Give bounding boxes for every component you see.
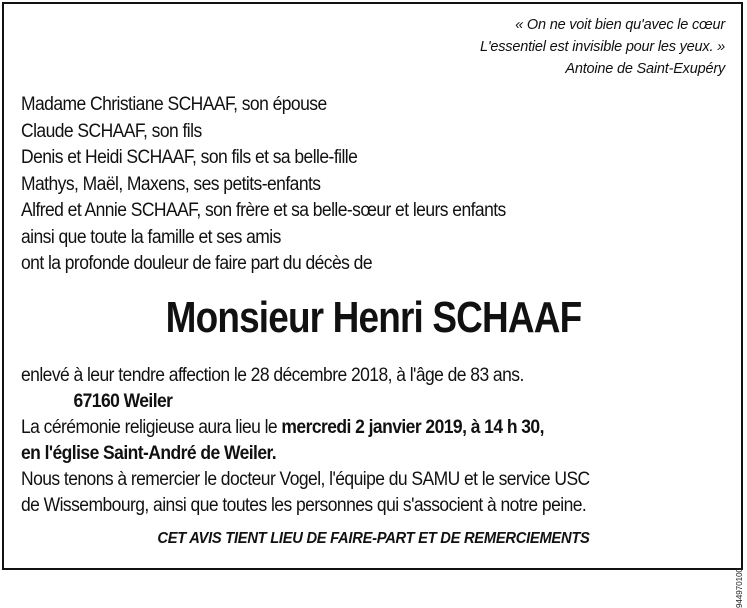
family-member: Mathys, Maël, Maxens, ses petits-enfants bbox=[21, 173, 321, 195]
deceased-name: Monsieur Henri SCHAAF bbox=[165, 293, 582, 342]
thanks-line-2: de Wissembourg, ainsi que toutes les personnes qui s'associent à notre peine. bbox=[21, 495, 587, 516]
passing-line: enlevé à leur tendre affection le 28 décembre 2018, à l'âge de 83 ans. bbox=[21, 365, 524, 386]
quote-author: Antoine de Saint-Exupéry bbox=[565, 61, 725, 77]
location-line: 67160 Weiler bbox=[73, 391, 173, 412]
family-list bbox=[21, 92, 536, 278]
family-member: ainsi que toute la famille et ses amis bbox=[21, 226, 281, 248]
quote-line-1: « On ne voit bien qu'avec le cœur bbox=[515, 17, 725, 33]
ceremony-intro: La cérémonie religieuse aura lieu le bbox=[21, 417, 282, 438]
family-member: Madame Christiane SCHAAF, son épouse bbox=[21, 94, 327, 115]
quote-line-2: L'essentiel est invisible pour les yeux. » bbox=[479, 39, 725, 55]
ceremony-line bbox=[21, 415, 665, 441]
announcement-text: ont la profonde douleur de faire part du décès de bbox=[21, 253, 372, 274]
footer-notice: CET AVIS TIENT LIEU DE FAIRE-PART ET DE REMERCIEMENTS bbox=[157, 530, 590, 547]
reference-number: 944970100 bbox=[735, 568, 744, 608]
thanks-line-1: Nous tenons à remercier le docteur Vogel, l'équipe du SAMU et le service USC bbox=[21, 469, 590, 490]
family-member: Claude SCHAAF, son fils bbox=[21, 120, 202, 142]
ceremony-date: mercredi 2 janvier 2019, à 14 h 30, bbox=[281, 417, 544, 438]
family-member: Denis et Heidi SCHAAF, son fils et sa belle-fille bbox=[21, 147, 358, 168]
family-member: Alfred et Annie SCHAAF, son frère et sa belle-sœur et leurs enfants bbox=[21, 200, 506, 221]
ceremony-place: en l'église Saint-André de Weiler. bbox=[21, 443, 277, 464]
notice-details bbox=[21, 363, 665, 519]
epigraph-quote bbox=[395, 14, 725, 80]
